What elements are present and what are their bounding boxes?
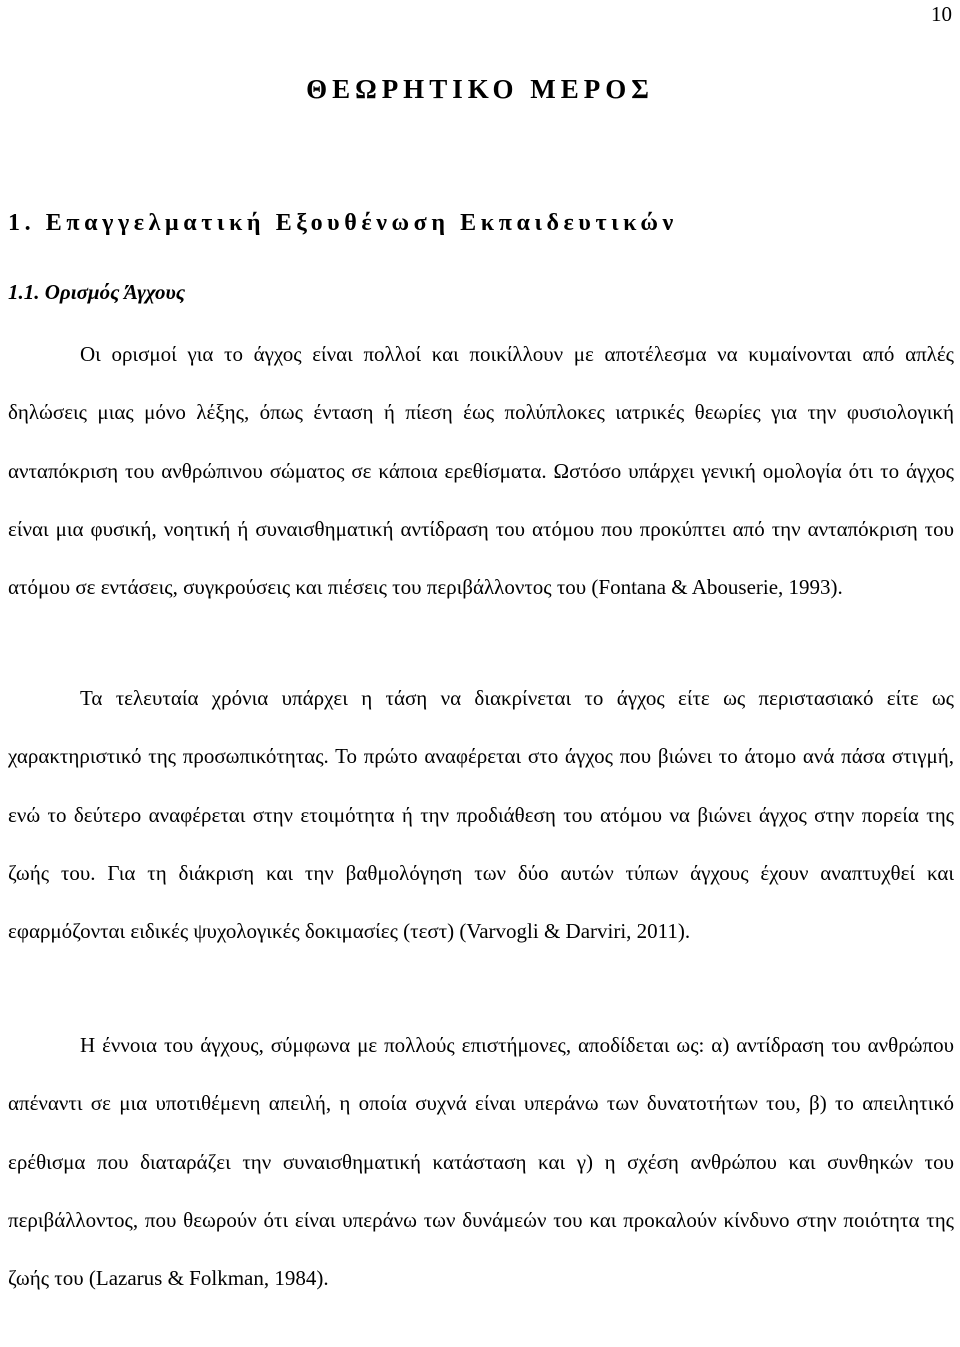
body-paragraph-2: Τα τελευταία χρόνια υπάρχει η τάση να διακρίνεται το άγχος είτε ως περιστασιακό είτε ως χαρακτηριστικό της προσωπικότητας. Το πρώτο αναφέρεται στο άγχος που βιώνει το άτομο ανά πάσα στιγμή, ενώ το δεύτερο αναφέρεται στην ετοιμότητα ή την προδιάθεση του ατόμου να βιώνει άγχος στην πορεία της ζωής του. Για τη διάκριση και την βαθμολόγηση των δύο αυτών τύπων άγχους έχουν αναπτυχθεί και εφαρμόζονται ειδικές ψυχολογικές δοκιμασίες (τεστ) (Varvogli & Darviri, 2011). [8, 686, 954, 944]
page-number: 10 [931, 2, 952, 26]
body-paragraph-3: Η έννοια του άγχους, σύμφωνα με πολλούς επιστήμονες, αποδίδεται ως: α) αντίδραση του ανθρώπου απέναντι σε μια υποτιθέμενη απειλή, η οποία συχνά είναι υπεράνω των δυνατοτήτων του, β) το απειλητικό ερέθισμα που διαταράζει την συναισθηματική κατάσταση και γ) η σχέση ανθρώπου και συνθηκών του περιβάλλοντος, που θεωρούν ότι είναι υπεράνω των δυνάμεών του και προκαλούν κίνδυνο στην ποιότητα της ζωής του (Lazarus & Folkman, 1984). [8, 1033, 954, 1291]
body-paragraph-1: Οι ορισμοί για το άγχος είναι πολλοί και ποικίλλουν με αποτέλεσμα να κυμαίνονται από απλές δηλώσεις μιας μόνο λέξης, όπως ένταση ή πίεση έως πολύπλοκες ιατρικές θεωρίες για την φυσιολογική ανταπόκριση του ανθρώπινου σώματος σε κάποια ερεθίσματα. Ωστόσο υπάρχει γενική ομολογία ότι το άγχος είναι μια φυσική, νοητική ή συναισθηματική αντίδραση του ατόμου που προκύπτει από την ανταπόκριση του ατόμου σε εντάσεις, συγκρούσεις και πιέσεις του περιβάλλοντος του (Fontana & Abouserie, 1993). [8, 342, 954, 600]
part-title: ΘΕΩΡΗΤΙΚΟ ΜΕΡΟΣ [306, 74, 654, 104]
section-title: 1.1. Ορισμός Άγχους [8, 280, 186, 304]
chapter-title: 1. Επαγγελματική Εξουθένωση Εκπαιδευτικών [8, 210, 678, 236]
